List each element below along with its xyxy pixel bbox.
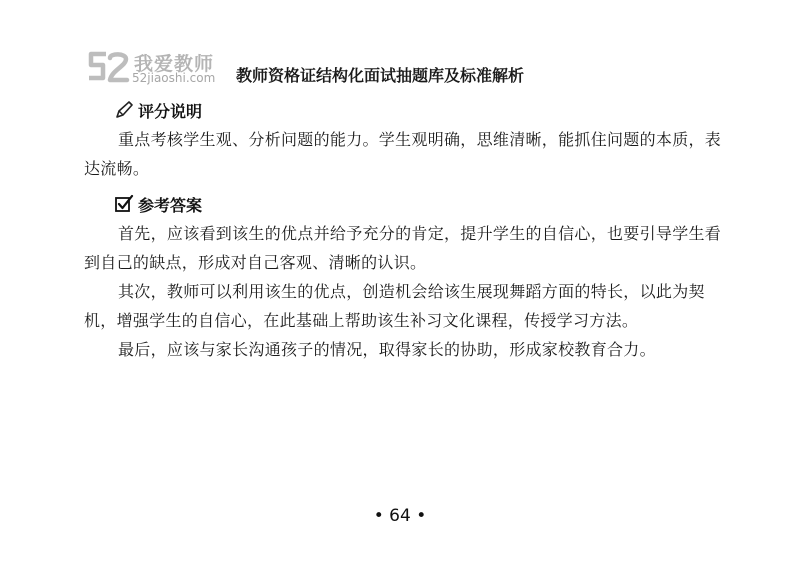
answer-paragraph: 首先，应该看到该生的优点并给予充分的肯定，提升学生的自信心，也要引导学生看到自己的缺点，形成对自己客观、清晰的认识。 xyxy=(84,224,722,272)
pencil-icon xyxy=(114,100,134,120)
answer-heading xyxy=(114,193,202,215)
checkbox-checked-icon xyxy=(114,194,134,214)
answer-paragraph: 其次，教师可以利用该生的优点，创造机会给该生展现舞蹈方面的特长，以此为契机，增强学生的自信心，在此基础上帮助该生补习文化课程，传授学习方法。 xyxy=(84,282,705,330)
book-title: 教师资格证结构化面试抽题库及标准解析 xyxy=(236,66,525,85)
scoring-heading-label: 评分说明 xyxy=(138,101,203,121)
scoring-heading xyxy=(114,99,202,121)
logo-name: 我爱教师 xyxy=(134,53,215,75)
logo-52-icon xyxy=(86,50,130,84)
page-number: • 64 • xyxy=(373,506,427,526)
answer-heading-label: 参考答案 xyxy=(138,195,203,215)
logo xyxy=(86,48,226,88)
logo-url: 52jiaoshi.com xyxy=(132,71,216,85)
answer-paragraph: 最后，应该与家长沟通孩子的情况，取得家长的协助，形成家校教育合力。 xyxy=(118,340,656,359)
page-header xyxy=(86,48,726,88)
scoring-text: 重点考核学生观、分析问题的能力。学生观明确，思维清晰，能抓住问题的本质，表达流畅。 xyxy=(84,130,722,178)
